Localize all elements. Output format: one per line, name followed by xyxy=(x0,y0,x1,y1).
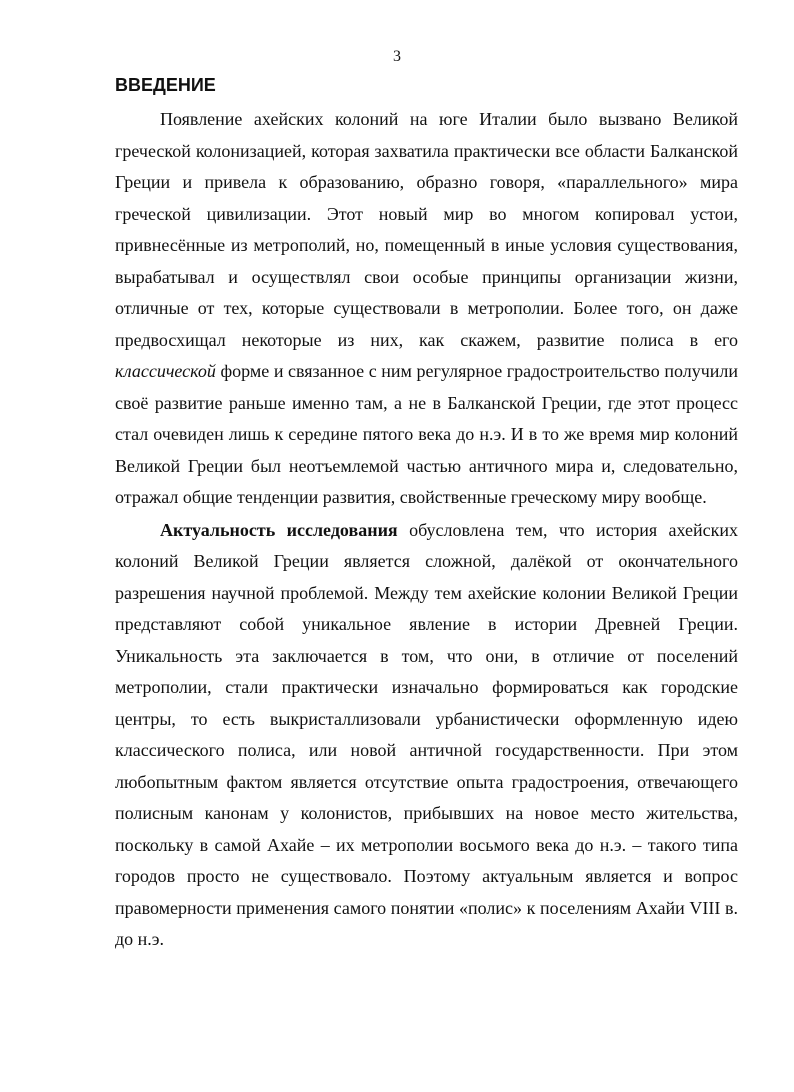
emphasized-term: классической xyxy=(115,361,216,381)
relevance-text: обусловлена тем, что история ахейских колоний Великой Греции является сложной, далёкой от окончательного разрешения научной проблемой. Между тем ахейские колонии Великой Греции представляют собой уникальное явление в истории Древней Греции. Уникальность эта заключается в том, что они, в отличие от поселений метрополии, стали практически изначально формироваться как городские центры, то есть выкристаллизовали урбанистически оформленную идею классического полиса, или новой античной государственности. При этом любопытным фактом является отсутствие опыта градостроения, отвечающего полисным канонам у колонистов, прибывших на новое место жительства, поскольку в самой Ахайе – их метрополии восьмого века до н.э. – такого типа городов просто не существовало. Поэтому актуальным является и вопрос правомерности применения самого понятии «полис» к поселениям Ахайи VIII в. до н.э. xyxy=(115,519,739,949)
body-text xyxy=(115,104,738,956)
relevance-lead: Актуальность исследования xyxy=(160,519,398,540)
relevance-paragraph xyxy=(115,515,738,956)
page-number: 3 xyxy=(393,48,401,65)
intro-text-part1: Появление ахейских колоний на юге Италии было вызвано Великой греческой колонизацией, которая захватила практически все области Балканской Греции и привела к образованию, образно говоря, «параллельного» мира греческой цивилизации. Этот новый мир во многом копировал устои, привнесённые из метрополий, но, помещенный в иные условия существования, вырабатывал и осуществлял свои особые принципы организации жизни, отличные от тех, которые существовали в метрополии. Более того, он даже предвосхищал некоторые из них, как скажем, развитие полиса в его xyxy=(115,109,738,350)
section-heading: ВВЕДЕНИЕ xyxy=(115,75,216,95)
intro-paragraph xyxy=(115,104,738,514)
intro-text-part2: форме и связанное с ним регулярное градостроительство получили своё развитие раньше именно там, а не в Балканской Греции, где этот процесс стал очевиден лишь к середине пятого века до н.э. И в то же время мир колоний Великой Греции был неотъемлемой частью античного мира и, следовательно, отражал общие тенденции развития, свойственные греческому миру вообще. xyxy=(115,361,738,507)
